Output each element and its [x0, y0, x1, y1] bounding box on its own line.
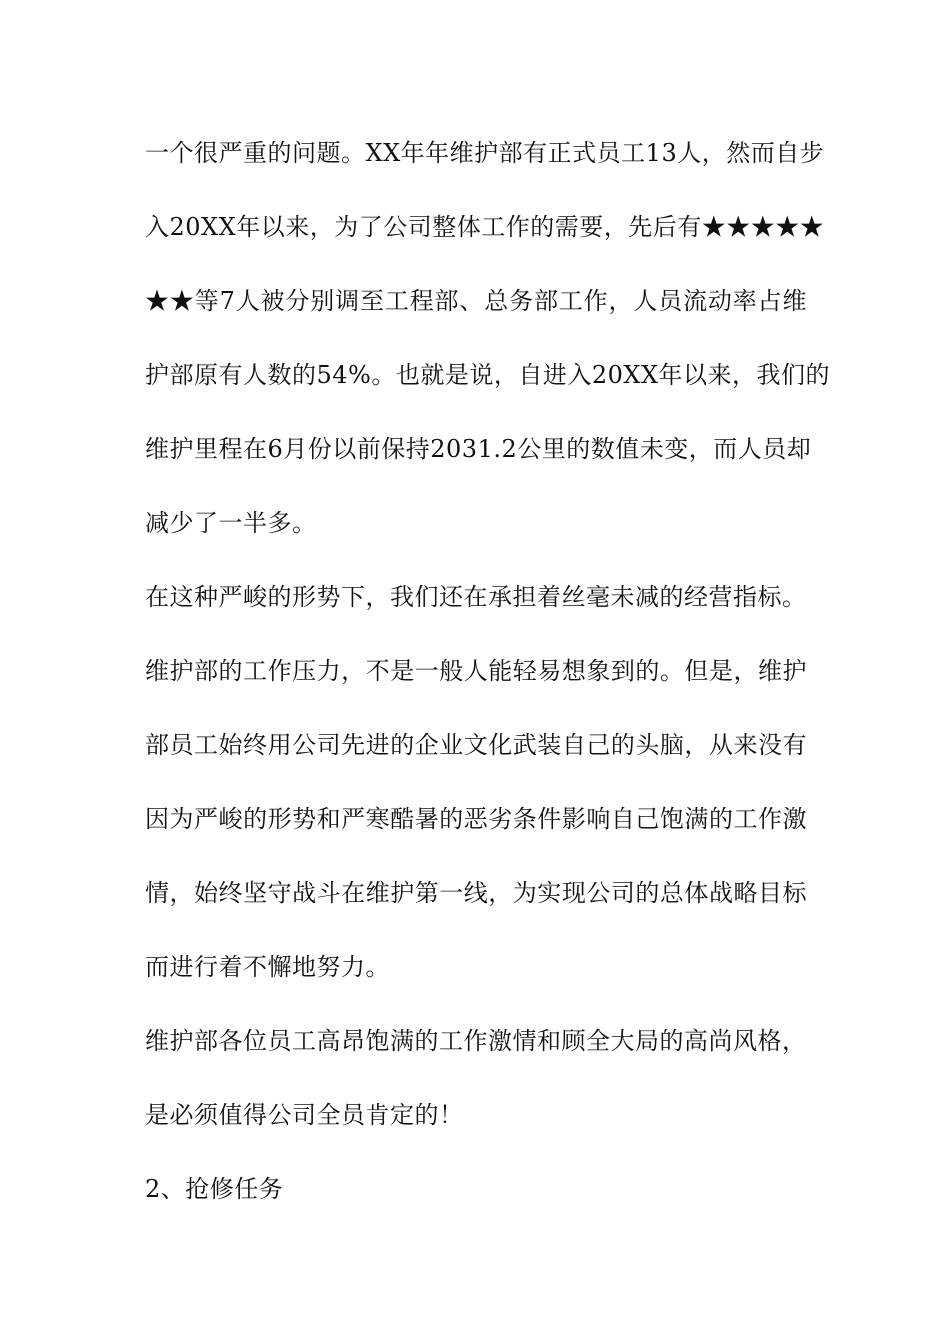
- text-line: 因为严峻的形势和严寒酷暑的恶劣条件影响自己饱满的工作激: [145, 805, 807, 833]
- text-line: ★★等7人被分别调至工程部、总务部工作，人员流动率占维: [145, 287, 807, 315]
- text-line: 减少了一半多。: [145, 509, 317, 537]
- text-line: 是必须值得公司全员肯定的！: [145, 1101, 464, 1129]
- text-line: 维护部的工作压力，不是一般人能轻易想象到的。但是，维护: [145, 657, 807, 685]
- section-heading: 2、抢修任务: [145, 1175, 284, 1203]
- text-line: 维护部各位员工高昂饱满的工作激情和顾全大局的高尚风格，: [145, 1027, 807, 1055]
- text-line: 护部原有人数的54%。也就是说，自进入20XX年以来，我们的: [145, 361, 831, 389]
- text-line: 而进行着不懈地努力。: [145, 953, 390, 981]
- text-line: 在这种严峻的形势下，我们还在承担着丝毫未减的经营指标。: [145, 583, 807, 611]
- text-line: 维护里程在6月份以前保持2031.2公里的数值未变，而人员却: [145, 435, 812, 463]
- text-line: 入20XX年以来，为了公司整体工作的需要，先后有★★★★★: [145, 213, 825, 241]
- text-line: 一个很严重的问题。XX年年维护部有正式员工13人，然而自步: [145, 139, 825, 167]
- text-line: 部员工始终用公司先进的企业文化武装自己的头脑，从来没有: [145, 731, 807, 759]
- text-line: 情，始终坚守战斗在维护第一线，为实现公司的总体战略目标: [145, 879, 807, 907]
